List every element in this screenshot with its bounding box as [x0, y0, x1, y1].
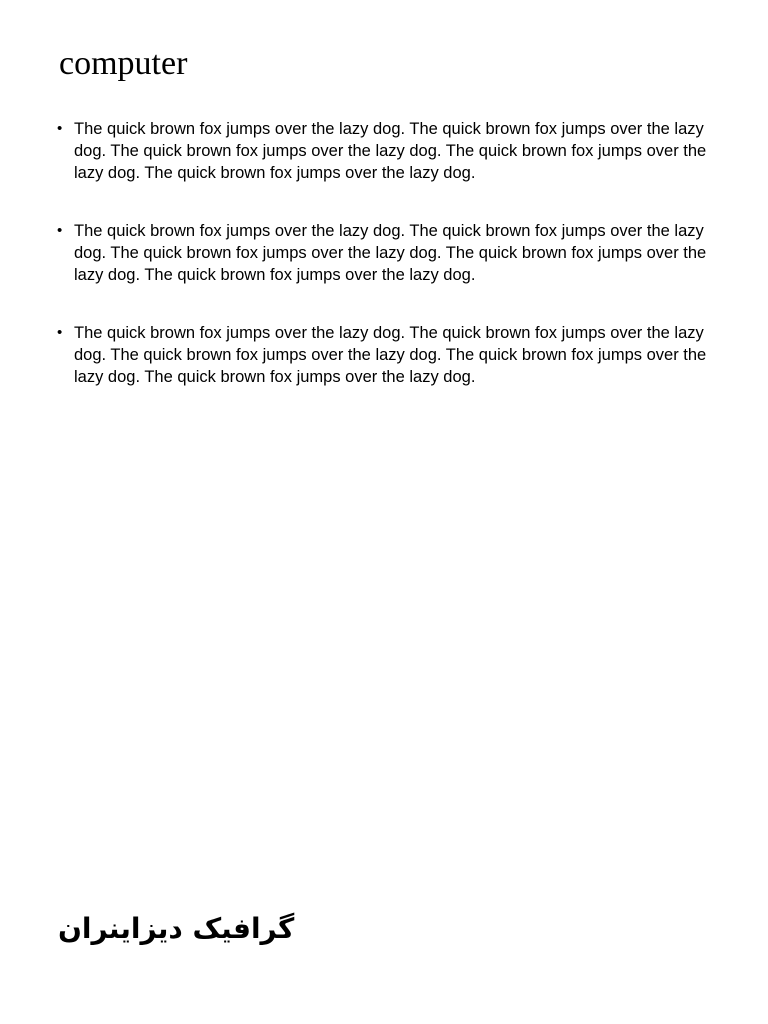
list-item [57, 322, 717, 388]
list-item [57, 118, 717, 184]
bullet-icon: • [57, 120, 63, 137]
bullet-text: The quick brown fox jumps over the lazy dog. The quick brown fox jumps over the lazy dog. The quick brown fox jumps over the lazy dog. The quick brown fox jumps over the lazy dog. The quick brown fox jumps over the lazy dog. [74, 120, 707, 182]
bullet-text: The quick brown fox jumps over the lazy dog. The quick brown fox jumps over the lazy dog. The quick brown fox jumps over the lazy dog. The quick brown fox jumps over the lazy dog. The quick brown fox jumps over the lazy dog. [74, 324, 707, 386]
bullet-list [57, 118, 717, 424]
bullet-text: The quick brown fox jumps over the lazy dog. The quick brown fox jumps over the lazy dog. The quick brown fox jumps over the lazy dog. The quick brown fox jumps over the lazy dog. The quick brown fox jumps over the lazy dog. [74, 222, 707, 284]
bullet-icon: • [57, 222, 63, 239]
page-title: computer [59, 45, 188, 82]
footer-persian-text: گرافیک دیزاینران [58, 912, 295, 945]
list-item [57, 220, 717, 286]
bullet-icon: • [57, 324, 63, 341]
